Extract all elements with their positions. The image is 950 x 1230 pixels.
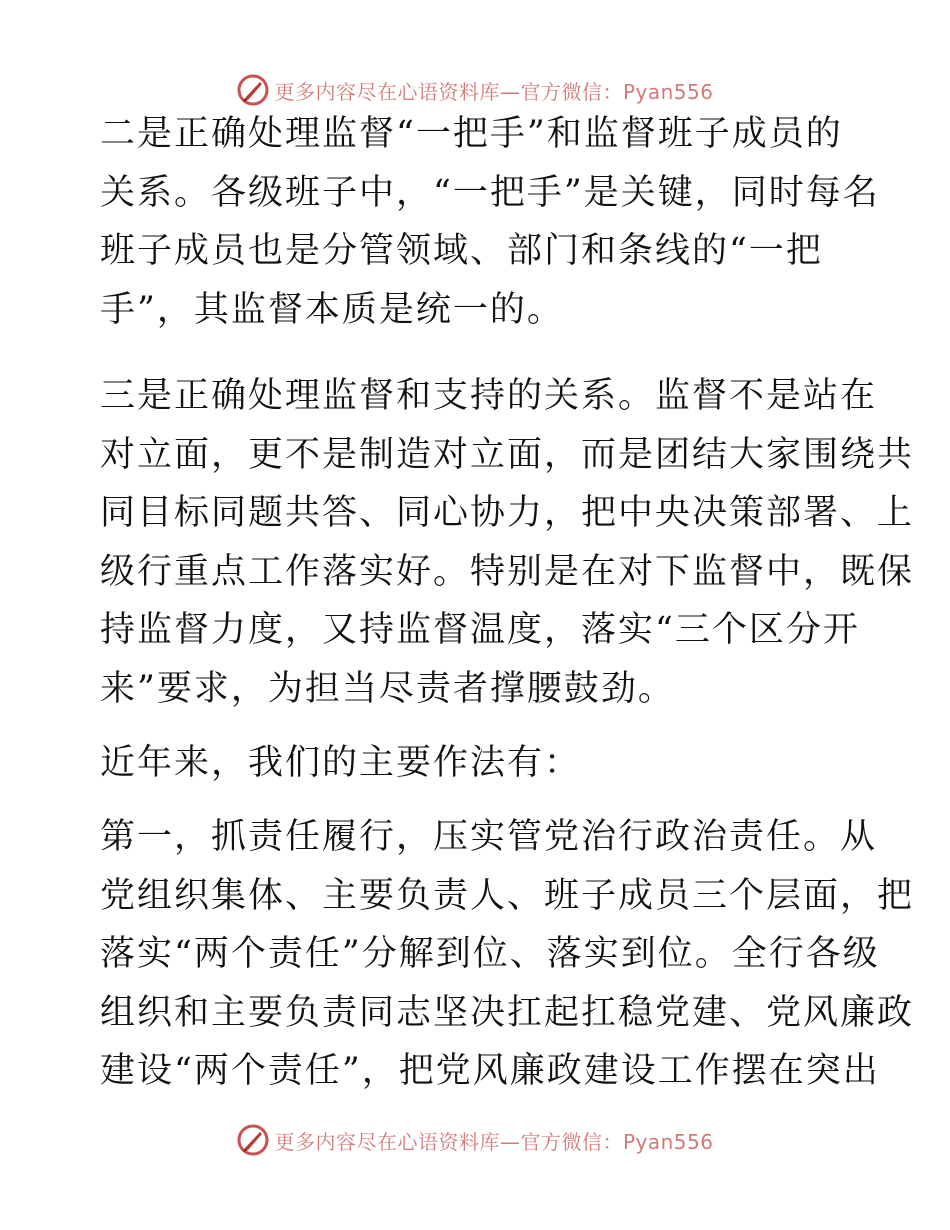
text-line: 对立面，更不是制造对立面，而是团结大家围绕共 (100, 434, 915, 475)
banner-text: 更多内容尽在心语资料库—官方微信：Pyan556 (274, 1129, 714, 1154)
text-line: 建设“两个责任”，把党风廉政建设工作摆在突出 (100, 1051, 880, 1091)
text-line: 关系。各级班子中，“一把手”是关键，同时每名 (100, 172, 880, 213)
text-line: 手”，其监督本质是统一的。 (100, 289, 564, 330)
text-line: 党组织集体、主要负责人、班子成员三个层面，把 (100, 875, 915, 916)
text-line: 持监督力度，又持监督温度，落实“三个区分开 (100, 610, 860, 650)
text-line: 二是正确处理监督“一把手”和监督班子成员的 (100, 114, 843, 154)
paragraph-1 (100, 105, 880, 339)
text-line: 同目标同题共答、同心协力，把中央决策部署、上 (100, 493, 915, 533)
text-line: 来”要求，为担当尽责者撑腰鼓劲。 (100, 668, 675, 709)
quill-logo-icon (236, 1123, 270, 1157)
paragraph-4 (100, 808, 915, 1101)
text-line: 近年来，我们的主要作法有： (100, 743, 582, 783)
text-line: 班子成员也是分管领域、部门和条线的“一把 (100, 231, 823, 271)
paragraph-2 (100, 367, 915, 718)
text-line: 第一，抓责任履行，压实管党治行政治责任。从 (100, 817, 878, 857)
text-line: 三是正确处理监督和支持的关系。监督不是站在 (100, 376, 878, 416)
banner-text: 更多内容尽在心语资料库—官方微信：Pyan556 (274, 79, 714, 104)
text-line: 组织和主要负责同志坚决扛起扛稳党建、党风廉政 (100, 992, 915, 1033)
text-line: 落实“两个责任”分解到位、落实到位。全行各级 (100, 934, 880, 974)
paragraph-3 (100, 734, 860, 793)
text-line: 级行重点工作落实好。特别是在对下监督中，既保 (100, 551, 915, 592)
quill-logo-icon (236, 73, 270, 107)
header-banner (0, 70, 950, 110)
footer-banner (0, 1120, 950, 1160)
